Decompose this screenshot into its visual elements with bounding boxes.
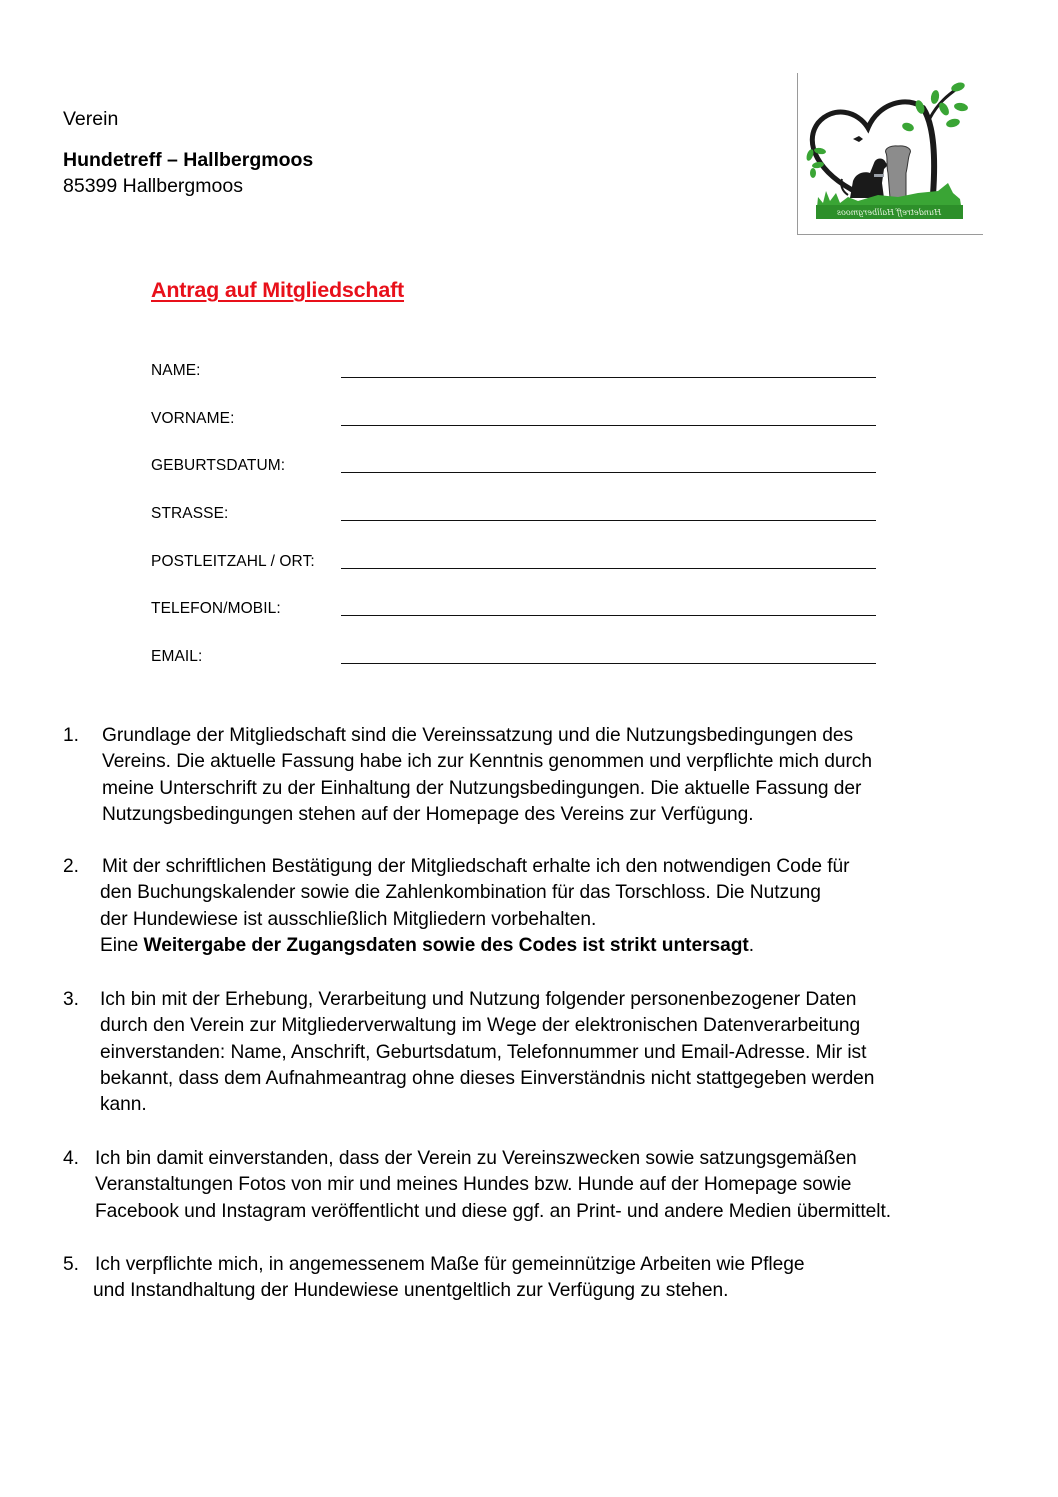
geburtsdatum-input-line[interactable] [341, 472, 876, 473]
field-plz-ort[interactable] [151, 553, 881, 577]
term-line: Nutzungsbedingungen stehen auf der Homepage des Vereins zur Verfügung. [102, 803, 754, 825]
warning-bold-text: Weitergabe der Zugangsdaten sowie des Codes ist strikt untersagt [143, 934, 749, 956]
org-name: Hundetreff – Hallbergmoos [63, 149, 314, 171]
term-line: kann. [100, 1094, 147, 1116]
warning-suffix: . [748, 934, 755, 956]
term-line: den Buchungskalender sowie die Zahlenkombination für das Torschloss. Die Nutzung [100, 882, 821, 904]
term-line: der Hundewiese ist ausschließlich Mitgliedern vorbehalten. [100, 908, 597, 930]
term-number: 4. [63, 1148, 79, 1169]
field-label: POSTLEITZAHL / ORT: [151, 553, 315, 570]
vorname-input-line[interactable] [341, 425, 876, 426]
term-line: einverstanden: Name, Anschrift, Geburtsdatum, Telefonnummer und Email-Adresse. Mir ist [100, 1041, 867, 1063]
name-input-line[interactable] [341, 377, 876, 378]
term-3 [63, 987, 963, 1118]
term-number: 1. [63, 725, 79, 746]
field-geburtsdatum[interactable] [151, 457, 881, 481]
term-warning-line [100, 933, 963, 959]
org-city: 85399 Hallbergmoos [63, 175, 243, 197]
term-line: durch den Verein zur Mitgliederverwaltung im Wege der elektronischen Datenverarbeitung [100, 1015, 861, 1037]
heart-tree-dogs-logo-icon [798, 73, 983, 234]
form-title: Antrag auf Mitgliedschaft [151, 278, 405, 302]
field-vorname[interactable] [151, 410, 881, 434]
term-4 [63, 1146, 1003, 1225]
email-input-line[interactable] [341, 663, 876, 664]
term-line: Veranstaltungen Fotos von mir und meines Hundes bzw. Hunde auf der Homepage sowie [95, 1174, 852, 1196]
term-line: Ich bin mit der Erhebung, Verarbeitung und Nutzung folgender personenbezogener Daten [100, 989, 857, 1010]
term-line: Ich verpflichte mich, in angemessenem Maße für gemeinnützige Arbeiten wie Pflege [95, 1254, 805, 1275]
field-label: VORNAME: [151, 410, 235, 427]
field-label: EMAIL: [151, 648, 203, 665]
field-label: TELEFON/MOBIL: [151, 600, 281, 617]
strasse-input-line[interactable] [341, 520, 876, 521]
field-telefon[interactable] [151, 600, 881, 624]
org-label: Verein [63, 108, 119, 130]
term-number: 3. [63, 989, 79, 1010]
term-line: Mit der schriftlichen Bestätigung der Mitgliedschaft erhalte ich den notwendigen Code für [102, 856, 850, 877]
telefon-input-line[interactable] [341, 615, 876, 616]
warning-prefix: Eine [100, 934, 144, 956]
field-label: GEBURTSDATUM: [151, 457, 286, 474]
term-line: bekannt, dass dem Aufnahmeantrag ohne dieses Einverständnis nicht stattgegeben werden [100, 1067, 875, 1089]
term-line: Grundlage der Mitgliedschaft sind die Vereinssatzung und die Nutzungsbedingungen des [102, 725, 854, 746]
term-number: 5. [63, 1254, 79, 1275]
term-5 [63, 1252, 963, 1305]
term-line: Ich bin damit einverstanden, dass der Verein zu Vereinszwecken sowie satzungsgemäßen [95, 1148, 857, 1169]
logo-caption: Hundetreff Hallbergmoos [836, 208, 942, 217]
term-line: und Instandhaltung der Hundewiese unentgeltlich zur Verfügung zu stehen. [93, 1280, 729, 1302]
term-line: Vereins. Die aktuelle Fassung habe ich zur Kenntnis genommen und verpflichte mich durch [102, 751, 872, 773]
plz-ort-input-line[interactable] [341, 568, 876, 569]
field-label: STRASSE: [151, 505, 229, 522]
term-1 [63, 723, 963, 828]
term-line: meine Unterschrift zu der Einhaltung der Nutzungsbedingungen. Die aktuelle Fassung der [102, 777, 862, 799]
term-number: 2. [63, 856, 79, 877]
field-name[interactable] [151, 362, 881, 386]
term-2 [63, 854, 963, 959]
field-strasse[interactable] [151, 505, 881, 529]
field-label: NAME: [151, 362, 201, 379]
term-line: Facebook und Instagram veröffentlicht und diese ggf. an Print- und andere Medien übermittelt. [95, 1200, 892, 1222]
club-logo [797, 73, 983, 235]
field-email[interactable] [151, 648, 881, 672]
